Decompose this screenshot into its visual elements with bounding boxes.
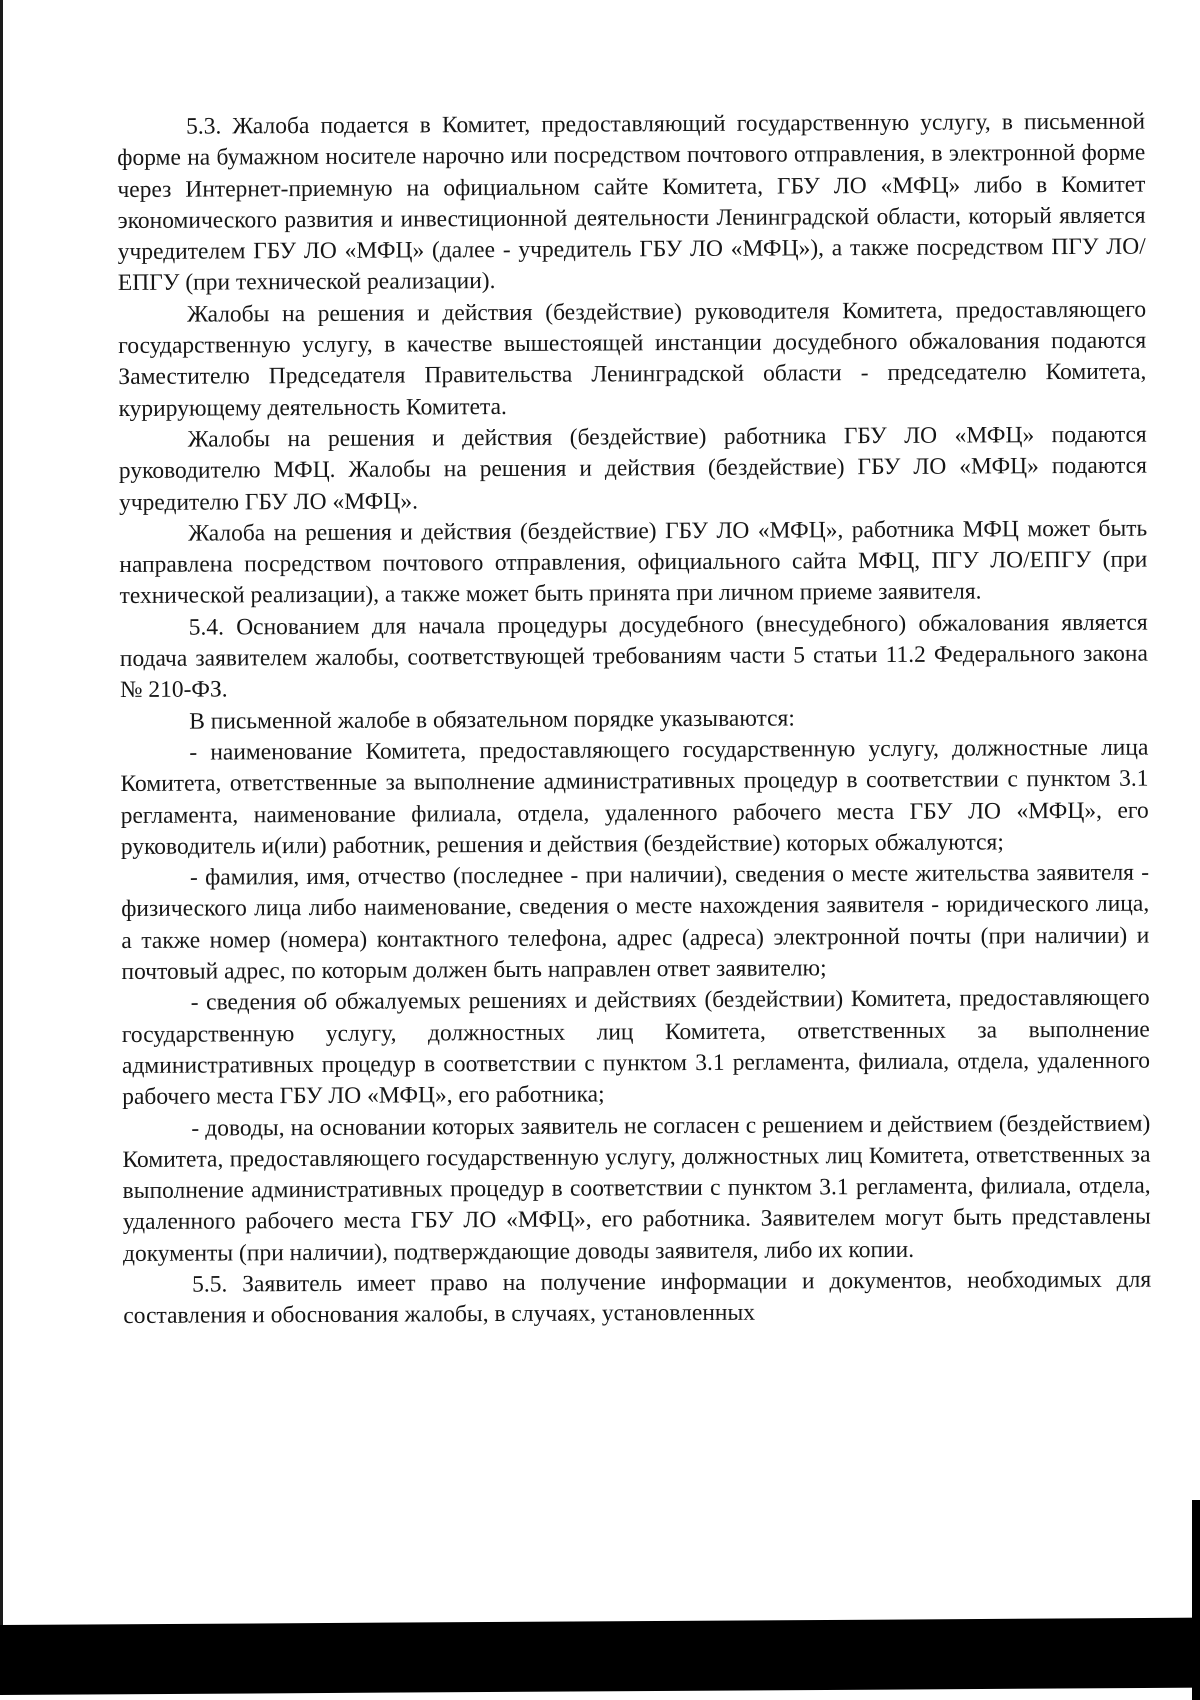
list-item-applicant: - фамилия, имя, отчество (последнее - при наличии), сведения о месте жительства заявителя - физического лица либо наименование, сведения о месте нахождения заявителя - юридического лица, а также номер (номера) контактного телефона, адрес (адреса) электронной почты (при наличии) и почтовый адрес, по которым должен быть направлен ответ заявителю; <box>121 859 1150 986</box>
list-item-actions: - сведения об обжалуемых решениях и действиях (бездействии) Комитета, предоставляющего государственную услугу, должностных лиц Комитета, ответственных за выполнение административных процедур в соответствии с пунктом 3.1 регламента, филиала, отдела, удаленного рабочего места ГБУ ЛО «МФЦ», его работника; <box>121 984 1151 1111</box>
list-item-name: - наименование Комитета, предоставляющего государственную услугу, должностные лица Комитета, ответственные за выполнение административных процедур в соответствии с пунктом 3.1 регламента, наименование филиала, отдела, удаленного рабочего места ГБУ ЛО «МФЦ», его руководитель и(или) работник, решения и действия (бездействие) которых обжалуются; <box>120 734 1149 860</box>
paragraph-complaints-head: Жалобы на решения и действия (бездействие) руководителя Комитета, предоставляющего государственную услугу, в качестве вышестоящей инстанции досудебного обжалования подаются Заместителю Председателя Правительства Ленинградской области - председателю Комитета, курирующему деятельность Комитета. <box>118 296 1147 422</box>
paragraph-required-items: В письменной жалобе в обязательном порядке указываются: <box>189 705 795 735</box>
paragraph-complaints-mfc-worker: Жалобы на решения и действия (бездействие) работника ГБУ ЛО «МФЦ» подаются руководителю МФЦ. Жалобы на решения и действия (бездействие) ГБУ ЛО «МФЦ» подаются учредителю ГБУ ЛО «МФЦ». <box>118 421 1147 516</box>
paragraph-5-4: 5.4. Основанием для начала процедуры досудебного (внесудебного) обжалования является подача заявителем жалобы, соответствующей требованиям части 5 статьи 11.2 Федерального закона № 210-ФЗ. <box>119 609 1148 704</box>
paragraph-5-5: 5.5. Заявитель имеет право на получение информации и документов, необходимых для составления и обоснования жалобы, в случаях, установленных <box>123 1266 1152 1330</box>
paragraph-complaint-channels: Жалоба на решения и действия (бездействие) ГБУ ЛО «МФЦ», работника МФЦ может быть направлена посредством почтового отправления, официального сайта МФЦ, ПГУ ЛО/ЕПГУ (при технической реализации), а также может быть принята при личном приеме заявителя. <box>119 515 1148 610</box>
list-item-arguments: - доводы, на основании которых заявитель не согласен с решением и действием (бездействием) Комитета, предоставляющего государственную услугу, должностных лиц Комитета, ответственных за выполнение административных процедур в соответствии с пунктом 3.1 регламента, филиала, отдела, удаленного рабочего места ГБУ ЛО «МФЦ», его работника. Заявителем могут быть представлены документы (при наличии), подтверждающие доводы заявителя, либо их копии. <box>122 1110 1151 1267</box>
paragraph-5-3: 5.3. Жалоба подается в Комитет, предоставляющий государственную услугу, в письменной форме на бумажном носителе нарочно или посредством почтового отправления, в электронной форме через Интернет-приемную на официальном сайте Комитета, ГБУ ЛО «МФЦ» либо в Комитет экономического развития и инвестиционной деятельности Ленинградской области, который является учредителем ГБУ ЛО «МФЦ» (далее - учредитель ГБУ ЛО «МФЦ»), а также посредством ПГУ ЛО/ЕПГУ (при технической реализации). <box>117 108 1146 297</box>
scan-bottom-shadow <box>0 1618 1200 1695</box>
scan-left-edge <box>0 0 3 1695</box>
document-body <box>117 107 1151 1333</box>
